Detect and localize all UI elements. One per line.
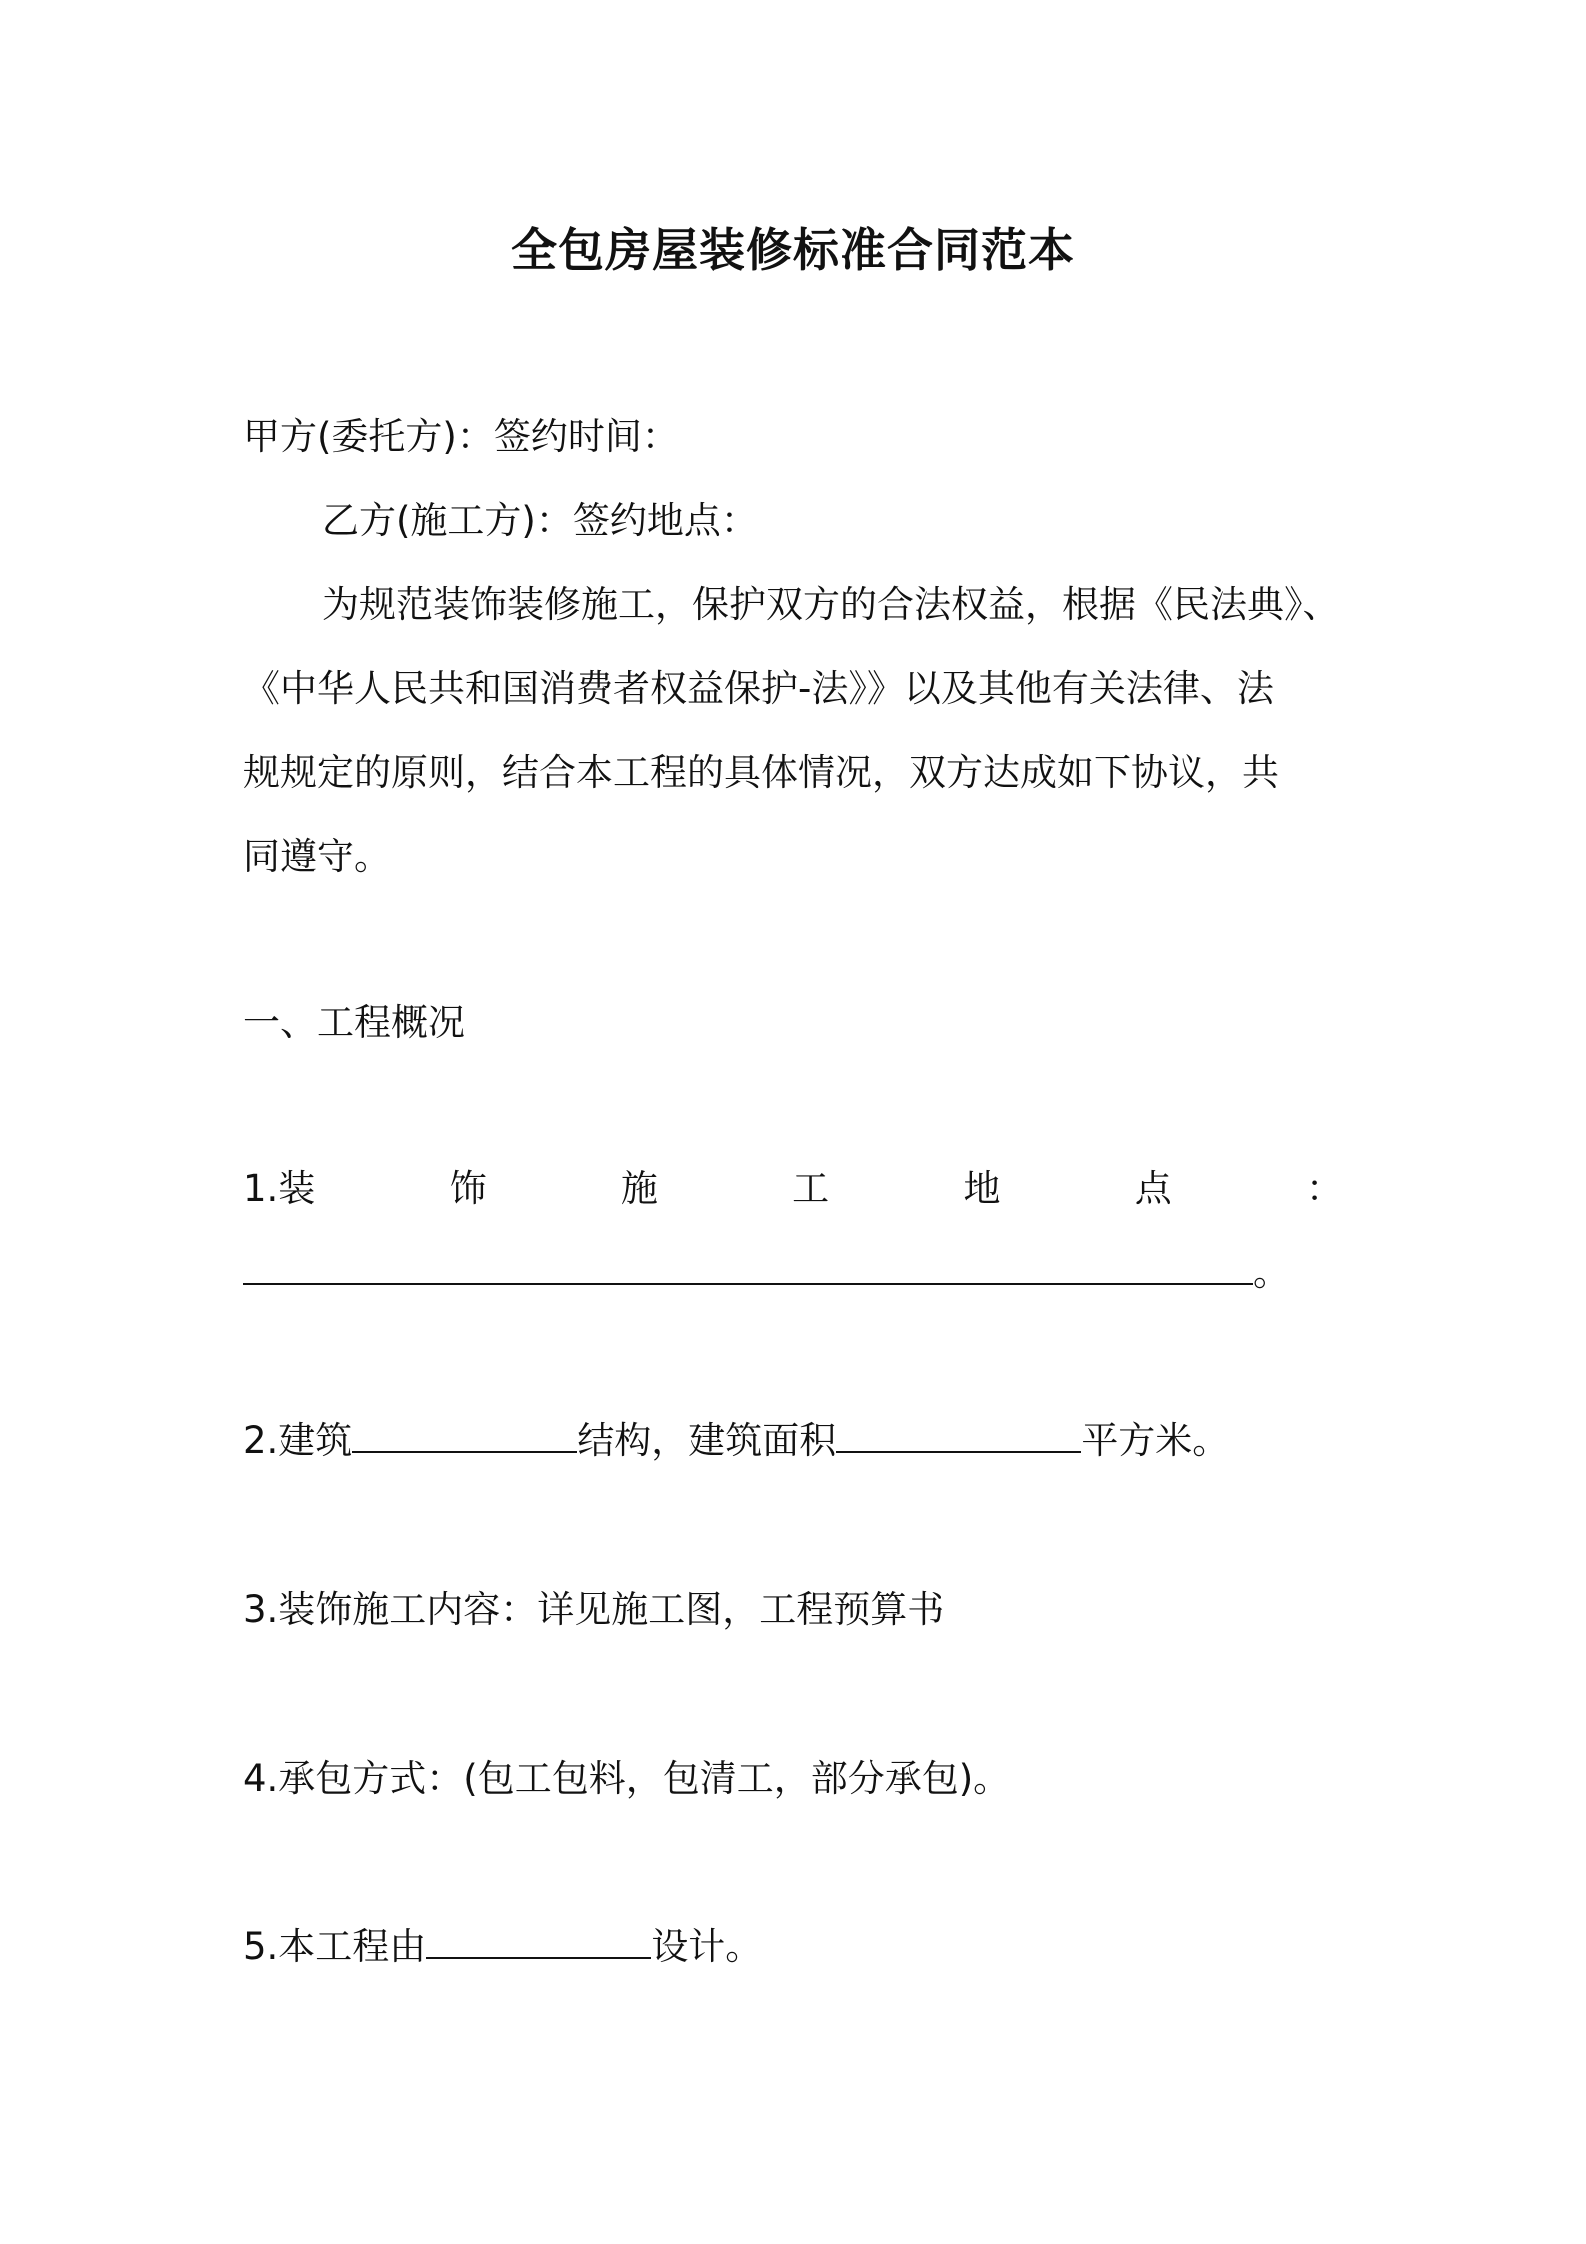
item-5-prefix: 5.本工程由 <box>243 1925 427 1968</box>
item-2 <box>243 1416 1363 1466</box>
item-4: 4.承包方式：(包工包料，包清工，部分承包)。 <box>243 1757 1011 1800</box>
structure-blank[interactable] <box>352 1417 577 1453</box>
item-1-char: 饰 <box>449 1167 487 1210</box>
item-2-mid: 结构，建筑面积 <box>577 1419 837 1462</box>
area-blank[interactable] <box>836 1417 1081 1453</box>
party-b-line: 乙方(施工方)：签约地点： <box>322 499 758 542</box>
item-1-end: 。 <box>1253 1251 1290 1294</box>
item-3: 3.装饰施工内容：详见施工图，工程预算书 <box>243 1588 945 1631</box>
item-1-char: 1.装 <box>243 1167 316 1210</box>
item-1-char: 点 <box>1134 1167 1172 1210</box>
preamble-line-3: 规规定的原则，结合本工程的具体情况，双方达成如下协议，共 <box>243 751 1279 794</box>
address-blank[interactable] <box>243 1249 1253 1285</box>
item-1-label <box>243 1164 1343 1214</box>
item-1-char: 地 <box>963 1167 1001 1210</box>
item-5 <box>243 1922 1363 1972</box>
item-2-suffix: 平方米。 <box>1081 1419 1230 1462</box>
item-1-char: 施 <box>620 1167 658 1210</box>
preamble-line-2: 《中华人民共和国消费者权益保护-法》》以及其他有关法律、法 <box>243 667 1274 710</box>
designer-blank[interactable] <box>426 1923 651 1959</box>
preamble-line-1: 为规范装饰装修施工，保护双方的合法权益，根据《民法典》、 <box>322 583 1340 626</box>
preamble-line-4: 同遵守。 <box>243 835 391 878</box>
section-heading: 一、工程概况 <box>243 1001 465 1044</box>
item-1-char: ： <box>1306 1167 1343 1210</box>
document-title: 全包房屋装修标准合同范本 <box>511 223 1075 277</box>
party-a-line: 甲方(委托方)：签约时间： <box>243 415 679 458</box>
item-5-suffix: 设计。 <box>651 1925 763 1968</box>
item-1-char: 工 <box>792 1167 830 1210</box>
item-2-prefix: 2.建筑 <box>243 1419 353 1462</box>
item-1-blank-line <box>243 1248 1363 1298</box>
